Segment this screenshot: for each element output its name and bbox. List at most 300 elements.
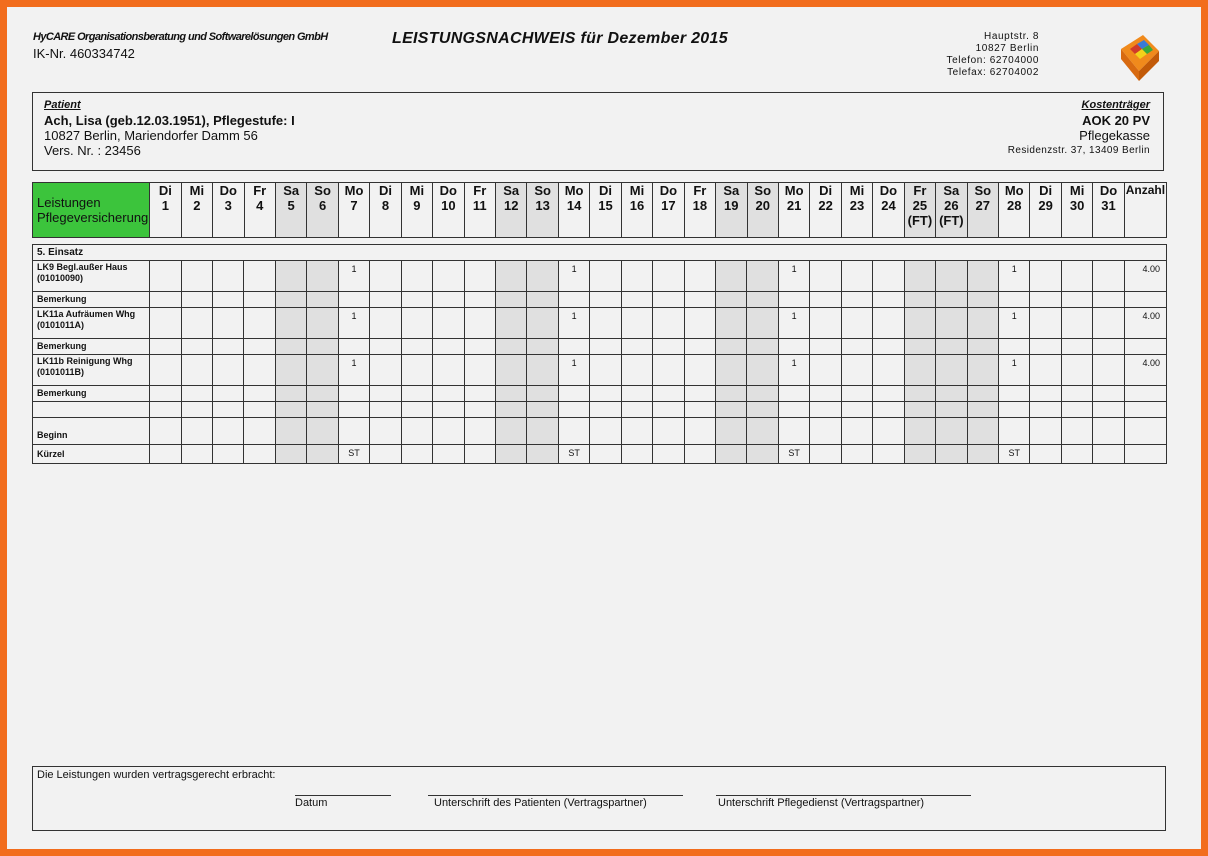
day-cell[interactable] [841,292,872,308]
day-cell[interactable] [1030,418,1061,445]
day-cell[interactable] [1093,339,1124,355]
day-cell[interactable] [810,292,841,308]
day-cell[interactable] [1061,339,1092,355]
day-cell[interactable] [1061,386,1092,402]
day-cell[interactable] [716,418,747,445]
day-cell[interactable]: 1 [778,308,809,339]
day-cell[interactable] [307,339,338,355]
day-cell[interactable] [716,261,747,292]
day-cell[interactable] [370,292,401,308]
day-cell[interactable]: 1 [778,355,809,386]
day-cell[interactable] [307,445,338,464]
day-cell[interactable]: ST [998,445,1029,464]
day-cell[interactable] [684,402,715,418]
day-number: 18 [692,198,708,213]
day-cell[interactable] [1030,339,1061,355]
day-cell[interactable] [558,292,589,308]
day-cell[interactable] [150,261,181,292]
day-cell[interactable] [1030,386,1061,402]
day-cell[interactable] [1030,402,1061,418]
day-cell[interactable] [716,445,747,464]
day-cell[interactable] [181,261,212,292]
day-cell[interactable] [433,339,464,355]
day-cell[interactable] [873,418,904,445]
day-cell[interactable] [181,308,212,339]
day-cell[interactable] [338,292,369,308]
day-cell[interactable] [495,355,526,386]
day-cell[interactable] [275,292,306,308]
day-cell[interactable]: 1 [558,355,589,386]
day-cell[interactable] [653,261,684,292]
day-cell[interactable] [684,308,715,339]
day-cell[interactable] [527,386,558,402]
day-cell[interactable] [873,261,904,292]
day-cell[interactable] [495,418,526,445]
day-cell[interactable] [590,339,621,355]
day-cell[interactable] [181,402,212,418]
day-cell[interactable] [150,402,181,418]
day-cell[interactable] [244,402,275,418]
day-cell[interactable] [936,292,967,308]
day-cell[interactable] [307,355,338,386]
day-cell[interactable] [778,292,809,308]
weekday-label: Do [439,183,458,198]
day-cell[interactable] [936,386,967,402]
day-cell[interactable] [401,355,432,386]
day-cell[interactable] [150,308,181,339]
day-cell[interactable] [1061,402,1092,418]
patient-section [44,98,295,158]
day-cell[interactable] [716,386,747,402]
day-cell[interactable] [684,355,715,386]
day-cell[interactable] [464,386,495,402]
day-cell[interactable]: 1 [558,308,589,339]
day-cell[interactable] [936,418,967,445]
day-cell[interactable] [873,402,904,418]
day-cell[interactable] [967,386,998,402]
day-cell[interactable] [370,386,401,402]
day-cell[interactable] [150,445,181,464]
day-cell[interactable] [778,402,809,418]
day-cell[interactable] [495,292,526,308]
day-cell[interactable] [904,445,935,464]
day-cell[interactable] [338,418,369,445]
day-cell[interactable] [401,292,432,308]
day-cell[interactable] [747,261,778,292]
day-cell[interactable] [464,418,495,445]
day-cell[interactable] [370,339,401,355]
day-cell[interactable] [936,339,967,355]
day-cell[interactable] [433,308,464,339]
day-cell[interactable] [464,308,495,339]
day-cell[interactable] [621,355,652,386]
day-cell[interactable] [778,339,809,355]
day-cell[interactable] [998,386,1029,402]
day-cell[interactable] [181,339,212,355]
day-cell[interactable] [747,418,778,445]
day-cell[interactable] [558,402,589,418]
day-cell[interactable]: 1 [998,261,1029,292]
row-label: LK11a Aufräumen Whg (0101011A) [33,308,150,339]
day-cell[interactable] [621,386,652,402]
day-cell[interactable] [181,386,212,402]
day-cell[interactable] [1030,308,1061,339]
day-cell[interactable] [873,339,904,355]
day-cell[interactable] [621,402,652,418]
day-cell[interactable] [401,261,432,292]
day-cell[interactable] [244,261,275,292]
day-cell[interactable] [495,402,526,418]
day-cell[interactable] [998,292,1029,308]
day-cell[interactable] [338,339,369,355]
day-cell[interactable] [401,445,432,464]
day-cell[interactable] [401,418,432,445]
company-address [947,31,1040,79]
day-cell[interactable] [621,292,652,308]
day-cell[interactable] [621,261,652,292]
weekday-label: Do [1099,183,1118,198]
day-cell[interactable] [527,445,558,464]
day-cell[interactable] [778,418,809,445]
day-cell[interactable] [1093,292,1124,308]
day-cell[interactable] [778,386,809,402]
day-cell[interactable] [150,418,181,445]
day-cell[interactable] [1093,261,1124,292]
day-cell[interactable] [653,339,684,355]
day-cell[interactable] [495,261,526,292]
day-cell[interactable] [904,418,935,445]
day-cell[interactable] [998,339,1029,355]
day-cell[interactable] [967,355,998,386]
leistungen-header [33,183,150,238]
weekday-label: Di [1039,183,1053,198]
day-cell[interactable] [1093,308,1124,339]
day-cell[interactable] [244,308,275,339]
day-cell[interactable] [936,402,967,418]
day-cell[interactable] [307,308,338,339]
day-cell[interactable] [936,445,967,464]
day-cell[interactable] [181,292,212,308]
day-cell[interactable] [684,292,715,308]
day-cell[interactable] [150,339,181,355]
payer-type: Pflegekasse [1079,128,1150,143]
day-cell[interactable] [1093,402,1124,418]
day-cell[interactable] [716,402,747,418]
day-cell[interactable] [653,402,684,418]
day-cell[interactable] [810,445,841,464]
pflegedienst-signature-line[interactable] [716,795,971,796]
day-cell[interactable] [370,261,401,292]
day-cell[interactable] [936,355,967,386]
day-cell[interactable] [495,339,526,355]
day-cell[interactable] [841,355,872,386]
day-cell[interactable] [275,445,306,464]
day-cell[interactable] [181,355,212,386]
day-cell[interactable]: ST [338,445,369,464]
day-cell[interactable] [841,418,872,445]
day-cell[interactable] [401,308,432,339]
day-cell[interactable] [873,292,904,308]
day-cell[interactable] [275,386,306,402]
day-cell[interactable] [653,355,684,386]
day-cell[interactable] [244,445,275,464]
day-cell[interactable] [904,292,935,308]
day-cell[interactable] [967,261,998,292]
day-cell[interactable] [841,339,872,355]
day-cell[interactable] [873,308,904,339]
day-cell[interactable] [841,386,872,402]
day-cell[interactable] [213,445,244,464]
day-cell[interactable] [716,292,747,308]
day-cell[interactable] [810,386,841,402]
day-number: 27 [975,198,991,213]
day-cell[interactable] [213,261,244,292]
day-cell[interactable] [653,292,684,308]
day-cell[interactable] [558,418,589,445]
day-cell[interactable] [1030,355,1061,386]
day-cell[interactable] [810,339,841,355]
day-cell[interactable] [433,418,464,445]
day-cell[interactable] [527,402,558,418]
day-cell[interactable] [590,445,621,464]
day-cell[interactable] [213,386,244,402]
datum-line[interactable] [295,795,391,796]
day-cell[interactable] [150,386,181,402]
day-cell[interactable] [590,308,621,339]
day-cell[interactable]: ST [778,445,809,464]
day-cell[interactable] [1093,418,1124,445]
day-cell[interactable] [590,292,621,308]
day-cell[interactable] [275,418,306,445]
day-cell[interactable] [527,308,558,339]
day-cell[interactable]: ST [558,445,589,464]
day-cell[interactable] [841,402,872,418]
day-cell[interactable] [967,402,998,418]
day-cell[interactable] [653,386,684,402]
day-cell[interactable] [747,308,778,339]
day-cell[interactable] [370,308,401,339]
day-cell[interactable] [370,402,401,418]
day-cell[interactable] [841,445,872,464]
day-cell[interactable]: 1 [338,261,369,292]
day-cell[interactable] [1030,445,1061,464]
day-cell[interactable] [181,418,212,445]
day-cell[interactable] [307,386,338,402]
day-cell[interactable] [967,292,998,308]
day-cell[interactable] [464,445,495,464]
day-cell[interactable] [747,339,778,355]
day-cell[interactable] [904,308,935,339]
day-cell[interactable] [433,355,464,386]
day-cell[interactable] [213,339,244,355]
day-cell[interactable] [150,292,181,308]
day-cell[interactable] [401,386,432,402]
day-cell[interactable] [307,261,338,292]
day-cell[interactable] [998,418,1029,445]
day-cell[interactable] [307,292,338,308]
day-cell[interactable] [1061,261,1092,292]
day-cell[interactable] [810,402,841,418]
weekday-label: So [314,183,331,198]
day-cell[interactable] [904,339,935,355]
day-cell[interactable]: 1 [998,308,1029,339]
day-cell[interactable] [590,386,621,402]
weekday-label: Sa [723,183,740,198]
day-cell[interactable] [558,386,589,402]
day-cell[interactable] [527,418,558,445]
day-cell[interactable] [1030,261,1061,292]
day-cell[interactable] [213,355,244,386]
day-cell[interactable] [244,292,275,308]
day-cell[interactable] [433,292,464,308]
holiday-marker: (FT) [939,213,964,228]
day-cell[interactable] [873,355,904,386]
day-cell[interactable] [621,445,652,464]
day-cell[interactable] [1030,292,1061,308]
day-cell[interactable] [464,355,495,386]
weekday-label: So [754,183,772,198]
day-cell[interactable] [527,261,558,292]
day-cell[interactable] [527,339,558,355]
day-cell[interactable] [1061,292,1092,308]
day-cell[interactable] [244,339,275,355]
day-cell[interactable] [873,445,904,464]
service-table [32,244,1167,464]
day-cell[interactable] [841,308,872,339]
day-cell[interactable]: 1 [338,308,369,339]
day-cell[interactable] [275,308,306,339]
day-cell[interactable] [747,402,778,418]
day-cell[interactable] [275,355,306,386]
day-cell[interactable] [841,261,872,292]
day-cell[interactable] [621,339,652,355]
day-cell[interactable] [684,445,715,464]
day-cell[interactable] [590,261,621,292]
day-cell[interactable] [873,386,904,402]
day-cell[interactable] [244,355,275,386]
day-cell[interactable] [684,418,715,445]
day-cell[interactable] [810,261,841,292]
day-cell[interactable] [1061,308,1092,339]
day-cell[interactable] [716,308,747,339]
day-cell[interactable]: 1 [778,261,809,292]
day-cell[interactable] [401,402,432,418]
day-cell[interactable] [275,402,306,418]
day-cell[interactable] [433,402,464,418]
day-cell[interactable] [213,292,244,308]
day-cell[interactable] [338,386,369,402]
day-cell[interactable]: 1 [998,355,1029,386]
day-cell[interactable] [495,308,526,339]
day-cell[interactable] [370,445,401,464]
day-cell[interactable] [936,308,967,339]
day-cell[interactable] [307,402,338,418]
day-cell[interactable] [684,339,715,355]
day-cell[interactable] [181,445,212,464]
day-cell[interactable] [464,292,495,308]
day-cell[interactable]: 1 [338,355,369,386]
day-cell[interactable] [213,418,244,445]
patient-signature-line[interactable] [428,795,683,796]
day-cell[interactable] [370,418,401,445]
row-label: Kürzel [33,445,150,464]
day-cell[interactable] [1061,355,1092,386]
day-cell[interactable] [653,418,684,445]
day-cell[interactable] [904,402,935,418]
day-cell[interactable] [213,308,244,339]
day-header-14 [558,183,589,238]
day-cell[interactable] [433,261,464,292]
day-cell[interactable] [1061,418,1092,445]
day-cell[interactable] [1061,445,1092,464]
day-cell[interactable] [275,339,306,355]
day-cell[interactable] [810,418,841,445]
day-cell[interactable] [747,386,778,402]
day-cell[interactable] [150,355,181,386]
day-cell[interactable] [433,386,464,402]
day-cell[interactable] [275,261,306,292]
day-cell[interactable] [401,339,432,355]
day-cell[interactable] [621,418,652,445]
day-cell[interactable] [653,308,684,339]
day-cell[interactable] [590,418,621,445]
day-cell[interactable] [433,445,464,464]
day-cell[interactable] [621,308,652,339]
day-cell[interactable] [716,339,747,355]
day-cell[interactable] [527,355,558,386]
day-cell[interactable] [244,386,275,402]
day-cell[interactable] [936,261,967,292]
day-cell[interactable] [747,292,778,308]
day-cell[interactable] [495,386,526,402]
patient-label: Patient [44,99,81,111]
day-cell[interactable] [1093,386,1124,402]
day-cell[interactable]: 1 [558,261,589,292]
day-cell[interactable] [747,355,778,386]
day-cell[interactable] [244,418,275,445]
day-cell[interactable] [213,402,244,418]
day-cell[interactable] [904,355,935,386]
day-cell[interactable] [495,445,526,464]
day-cell[interactable] [967,445,998,464]
day-cell[interactable] [527,292,558,308]
day-cell[interactable] [810,355,841,386]
day-cell[interactable] [590,402,621,418]
day-cell[interactable] [307,418,338,445]
day-cell[interactable] [904,261,935,292]
day-cell[interactable] [716,355,747,386]
day-cell[interactable] [967,308,998,339]
day-cell[interactable] [370,355,401,386]
day-cell[interactable] [653,445,684,464]
day-cell[interactable] [558,339,589,355]
day-cell[interactable] [904,386,935,402]
day-cell[interactable] [590,355,621,386]
day-cell[interactable] [998,402,1029,418]
day-cell[interactable] [1093,445,1124,464]
day-cell[interactable] [967,339,998,355]
day-cell[interactable] [684,261,715,292]
day-cell[interactable] [464,402,495,418]
day-cell[interactable] [684,386,715,402]
day-cell[interactable] [338,402,369,418]
day-cell[interactable] [1093,355,1124,386]
day-cell[interactable] [464,261,495,292]
day-cell[interactable] [464,339,495,355]
day-cell[interactable] [967,418,998,445]
day-cell[interactable] [747,445,778,464]
day-cell[interactable] [810,308,841,339]
